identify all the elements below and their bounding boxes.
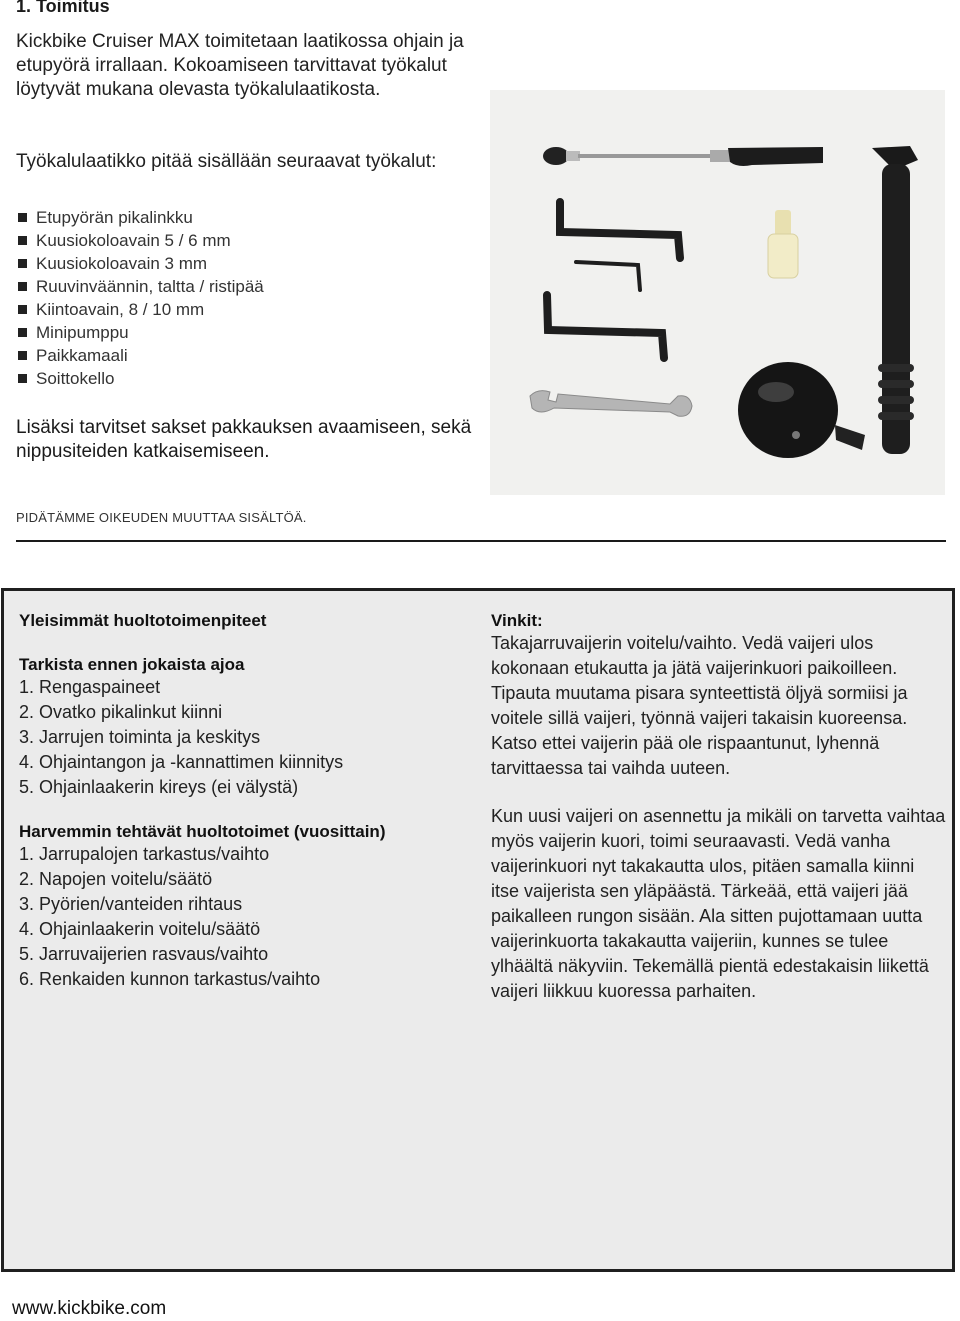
tips-paragraph-2: Kun uusi vaijeri on asennettu ja mikäli on tarvetta vaihtaa myös vaijerin kuori, toimi seuraavasti. Vedä vanha vaijerinkuori nyt takakautta ulos, pitäen samalla kiinni itse vaijerista sen yläpäästä. Tärkeää, että vaijeri jää paikalleen rungon sisään. Ala sitten pujottamaan uutta vaijerinkuorta takakautta vaijeriin, kunnes se tulee ylhäältä näkyviin. Tekemällä pientä edestakaisin liikettä vaijeri liikkuu kuoressa parhaiten.: [491, 806, 946, 1001]
list-item: 4. Ohjainlaakerin voitelu/säätö: [19, 919, 261, 939]
disclaimer: PIDÄTÄMME OIKEUDEN MUUTTAA SISÄLTÖÄ.: [16, 510, 307, 525]
before-ride-title: Tarkista ennen jokaista ajoa: [19, 655, 245, 674]
wrench-icon: [530, 391, 692, 417]
bullet-icon: [18, 374, 27, 383]
tool-list: [18, 206, 264, 390]
list-item: 6. Renkaiden kunnon tarkastus/vaihto: [19, 969, 321, 989]
bullet-icon: [18, 351, 27, 360]
section-title: 1. Toimitus: [16, 0, 110, 16]
list-item: 1. Rengaspaineet: [19, 677, 161, 697]
list-item: Paikkamaali: [18, 344, 264, 367]
intro-text: Kickbike Cruiser MAX toimitetaan laatikossa ohjain ja etupyörä irrallaan. Kokoamiseen tarvittavat työkalut löytyvät mukana olevasta työkalulaatikosta.: [16, 31, 464, 100]
yearly-title: Harvemmin tehtävät huoltotoimet (vuosittain): [19, 822, 386, 841]
bullet-icon: [18, 282, 27, 291]
list-item: Kiintoavain, 8 / 10 mm: [18, 298, 264, 321]
list-item: Soittokello: [18, 367, 264, 390]
list-item: Etupyörän pikalinkku: [18, 206, 264, 229]
list-item: Minipumppu: [18, 321, 264, 344]
tips-column: [491, 611, 946, 1004]
maintenance-title: Yleisimmät huoltotoimenpiteet: [19, 611, 267, 630]
list-item: 3. Jarrujen toiminta ja keskitys: [19, 727, 261, 747]
list-item: Kuusiokoloavain 3 mm: [18, 252, 264, 275]
list-item: 5. Jarruvaijerien rasvaus/vaihto: [19, 944, 269, 964]
paint-bottle-icon: [768, 210, 798, 278]
maintenance-column: [19, 611, 459, 992]
bullet-icon: [18, 305, 27, 314]
list-item: 1. Jarrupalojen tarkastus/vaihto: [19, 844, 270, 864]
maintenance-box: [1, 588, 955, 1272]
list-item: 5. Ohjainlaakerin kireys (ei välystä): [19, 777, 299, 797]
mini-pump-icon: [872, 146, 918, 454]
list-item: 3. Pyörien/vanteiden rihtaus: [19, 894, 243, 914]
list-item: Kuusiokoloavain 5 / 6 mm: [18, 229, 264, 252]
list-item: 2. Ovatko pikalinkut kiinni: [19, 702, 223, 722]
bullet-icon: [18, 213, 27, 222]
hex-key-icon: [547, 202, 680, 358]
yearly-list: [19, 842, 459, 992]
list-item: 4. Ohjaintangon ja -kannattimen kiinnitys: [19, 752, 344, 772]
tips-title: Vinkit:: [491, 611, 543, 630]
tools-photo: [490, 90, 945, 495]
extra-note: Lisäksi tarvitset sakset pakkauksen avaamiseen, sekä nippusiteiden katkaisemiseen.: [16, 417, 472, 462]
before-ride-list: [19, 675, 459, 800]
bullet-icon: [18, 236, 27, 245]
tools-illustration: [490, 90, 945, 495]
bell-icon: [738, 362, 865, 458]
bullet-icon: [18, 259, 27, 268]
list-item: 2. Napojen voitelu/säätö: [19, 869, 213, 889]
divider: [16, 540, 946, 542]
toolbox-heading: Työkalulaatikko pitää sisällään seuraavat työkalut:: [16, 151, 437, 172]
tips-paragraph-1: Takajarruvaijerin voitelu/vaihto. Vedä vaijeri ulos kokonaan etukautta ja jätä vaijerinkuori paikoilleen. Tipauta muutama pisara synteettistä öljyä sormiisi ja voitele sillä vaijeri, työnnä vaijeri takaisin kuoreensa. Katso ettei vaijerin pää ole rispaantunut, lyhennä tarvittaessa tai vaihda uuteen.: [491, 633, 908, 778]
bullet-icon: [18, 328, 27, 337]
list-item: Ruuvinväännin, taltta / ristipää: [18, 275, 264, 298]
footer-url: www.kickbike.com: [12, 1298, 167, 1319]
quick-release-icon: [543, 147, 823, 166]
